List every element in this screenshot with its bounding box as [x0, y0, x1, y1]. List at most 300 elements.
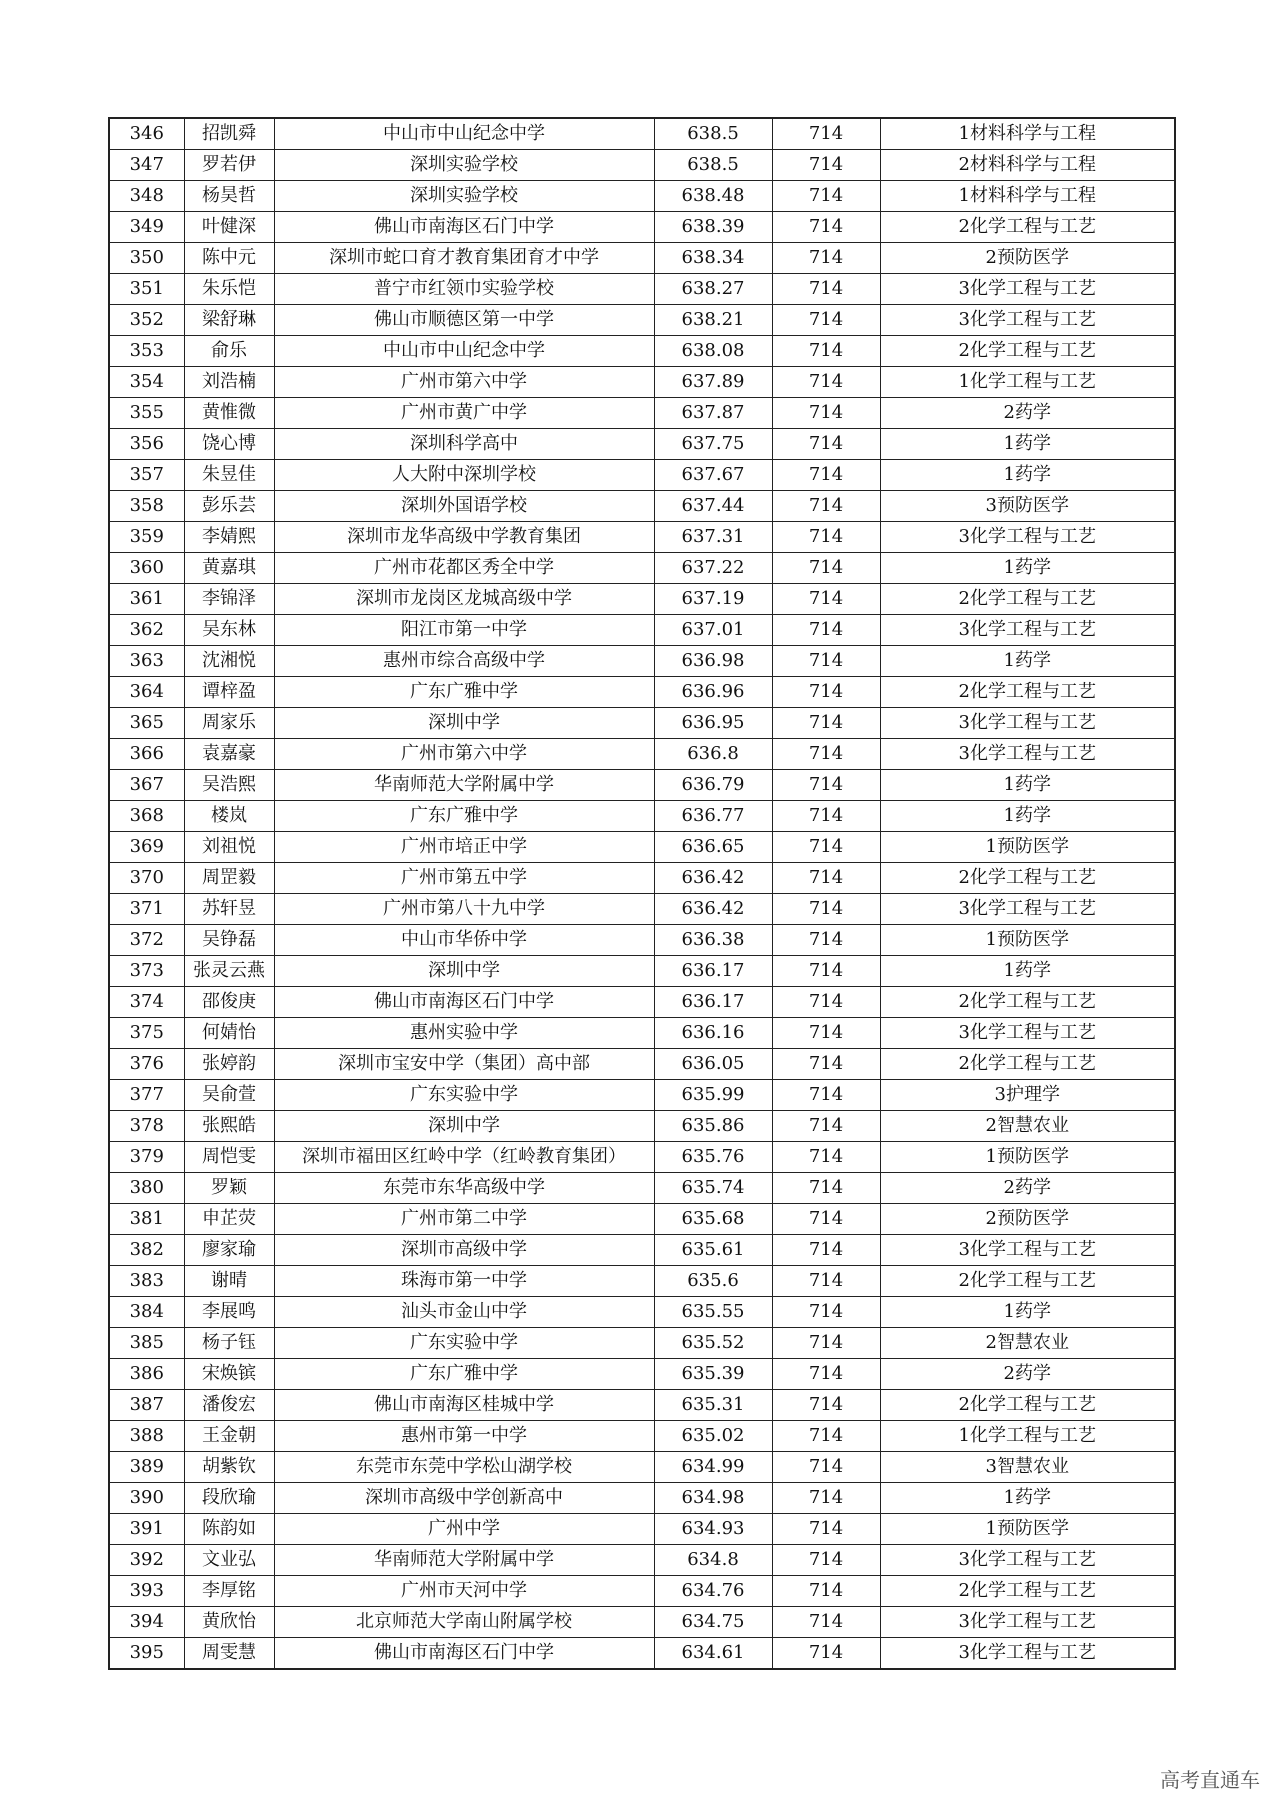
rank-cell: 391: [109, 1514, 184, 1545]
table-row: [109, 460, 1175, 491]
code-cell: 714: [772, 398, 880, 429]
rank-cell: 363: [109, 646, 184, 677]
code-cell: 714: [772, 1452, 880, 1483]
name-cell: 李锦泽: [184, 584, 274, 615]
score-cell: 636.98: [654, 646, 772, 677]
rank-cell: 394: [109, 1607, 184, 1638]
major-cell: 1药学: [880, 956, 1175, 987]
code-cell: 714: [772, 1359, 880, 1390]
school-cell: 北京师范大学南山附属学校: [274, 1607, 654, 1638]
name-cell: 潘俊宏: [184, 1390, 274, 1421]
rank-cell: 360: [109, 553, 184, 584]
rank-cell: 356: [109, 429, 184, 460]
table-row: [109, 1049, 1175, 1080]
code-cell: 714: [772, 1018, 880, 1049]
school-cell: 佛山市南海区石门中学: [274, 212, 654, 243]
score-cell: 638.08: [654, 336, 772, 367]
score-cell: 635.74: [654, 1173, 772, 1204]
rank-cell: 370: [109, 863, 184, 894]
name-cell: 袁嘉豪: [184, 739, 274, 770]
name-cell: 申芷荧: [184, 1204, 274, 1235]
table-row: [109, 150, 1175, 181]
rank-cell: 374: [109, 987, 184, 1018]
major-cell: 2智慧农业: [880, 1111, 1175, 1142]
school-cell: 佛山市南海区石门中学: [274, 987, 654, 1018]
major-cell: 2药学: [880, 398, 1175, 429]
code-cell: 714: [772, 584, 880, 615]
score-cell: 637.75: [654, 429, 772, 460]
major-cell: 2化学工程与工艺: [880, 1266, 1175, 1297]
score-cell: 637.01: [654, 615, 772, 646]
major-cell: 3化学工程与工艺: [880, 894, 1175, 925]
name-cell: 罗颖: [184, 1173, 274, 1204]
table-row: [109, 336, 1175, 367]
code-cell: 714: [772, 243, 880, 274]
code-cell: 714: [772, 708, 880, 739]
school-cell: 阳江市第一中学: [274, 615, 654, 646]
school-cell: 深圳市高级中学: [274, 1235, 654, 1266]
name-cell: 沈湘悦: [184, 646, 274, 677]
name-cell: 吴铮磊: [184, 925, 274, 956]
rank-cell: 388: [109, 1421, 184, 1452]
name-cell: 饶心博: [184, 429, 274, 460]
score-cell: 638.48: [654, 181, 772, 212]
rank-cell: 364: [109, 677, 184, 708]
code-cell: 714: [772, 1607, 880, 1638]
code-cell: 714: [772, 274, 880, 305]
school-cell: 中山市华侨中学: [274, 925, 654, 956]
score-cell: 635.76: [654, 1142, 772, 1173]
name-cell: 周罡毅: [184, 863, 274, 894]
rank-cell: 377: [109, 1080, 184, 1111]
code-cell: 714: [772, 801, 880, 832]
code-cell: 714: [772, 1111, 880, 1142]
school-cell: 深圳实验学校: [274, 181, 654, 212]
rank-cell: 350: [109, 243, 184, 274]
table-row: [109, 181, 1175, 212]
major-cell: 2化学工程与工艺: [880, 584, 1175, 615]
score-cell: 635.52: [654, 1328, 772, 1359]
code-cell: 714: [772, 832, 880, 863]
code-cell: 714: [772, 1080, 880, 1111]
table-body: [109, 118, 1175, 1669]
name-cell: 叶健深: [184, 212, 274, 243]
name-cell: 谢晴: [184, 1266, 274, 1297]
table-row: [109, 1483, 1175, 1514]
major-cell: 2化学工程与工艺: [880, 677, 1175, 708]
rank-cell: 369: [109, 832, 184, 863]
name-cell: 朱乐恺: [184, 274, 274, 305]
rank-cell: 359: [109, 522, 184, 553]
school-cell: 人大附中深圳学校: [274, 460, 654, 491]
table-row: [109, 367, 1175, 398]
score-cell: 636.79: [654, 770, 772, 801]
code-cell: 714: [772, 1545, 880, 1576]
table-row: [109, 1421, 1175, 1452]
name-cell: 陈韵如: [184, 1514, 274, 1545]
code-cell: 714: [772, 956, 880, 987]
table-row: [109, 305, 1175, 336]
score-cell: 638.5: [654, 150, 772, 181]
code-cell: 714: [772, 1049, 880, 1080]
score-cell: 636.42: [654, 894, 772, 925]
school-cell: 佛山市南海区桂城中学: [274, 1390, 654, 1421]
rank-cell: 393: [109, 1576, 184, 1607]
table-row: [109, 398, 1175, 429]
major-cell: 3化学工程与工艺: [880, 1545, 1175, 1576]
table-row: [109, 863, 1175, 894]
name-cell: 朱昱佳: [184, 460, 274, 491]
name-cell: 胡紫钦: [184, 1452, 274, 1483]
major-cell: 1化学工程与工艺: [880, 367, 1175, 398]
name-cell: 吴浩熙: [184, 770, 274, 801]
table-row: [109, 708, 1175, 739]
school-cell: 广州市第五中学: [274, 863, 654, 894]
school-cell: 广东实验中学: [274, 1080, 654, 1111]
score-cell: 636.05: [654, 1049, 772, 1080]
table-row: [109, 1545, 1175, 1576]
code-cell: 714: [772, 1235, 880, 1266]
rank-cell: 395: [109, 1638, 184, 1670]
score-cell: 637.89: [654, 367, 772, 398]
table-row: [109, 1142, 1175, 1173]
name-cell: 梁舒琳: [184, 305, 274, 336]
major-cell: 1药学: [880, 460, 1175, 491]
table-row: [109, 1452, 1175, 1483]
code-cell: 714: [772, 336, 880, 367]
school-cell: 深圳科学高中: [274, 429, 654, 460]
table-row: [109, 553, 1175, 584]
score-cell: 635.99: [654, 1080, 772, 1111]
name-cell: 刘祖悦: [184, 832, 274, 863]
table-row: [109, 1328, 1175, 1359]
code-cell: 714: [772, 1297, 880, 1328]
rank-cell: 346: [109, 118, 184, 150]
score-cell: 635.55: [654, 1297, 772, 1328]
major-cell: 1预防医学: [880, 1514, 1175, 1545]
name-cell: 王金朝: [184, 1421, 274, 1452]
name-cell: 宋焕镔: [184, 1359, 274, 1390]
school-cell: 深圳外国语学校: [274, 491, 654, 522]
major-cell: 3化学工程与工艺: [880, 1607, 1175, 1638]
major-cell: 2材料科学与工程: [880, 150, 1175, 181]
major-cell: 3预防医学: [880, 491, 1175, 522]
school-cell: 广州市黄广中学: [274, 398, 654, 429]
name-cell: 杨昊哲: [184, 181, 274, 212]
school-cell: 广州市第八十九中学: [274, 894, 654, 925]
major-cell: 3化学工程与工艺: [880, 274, 1175, 305]
table-row: [109, 1359, 1175, 1390]
major-cell: 1材料科学与工程: [880, 118, 1175, 150]
school-cell: 深圳市福田区红岭中学（红岭教育集团）: [274, 1142, 654, 1173]
major-cell: 1药学: [880, 801, 1175, 832]
table-row: [109, 987, 1175, 1018]
rank-cell: 386: [109, 1359, 184, 1390]
major-cell: 2化学工程与工艺: [880, 1049, 1175, 1080]
code-cell: 714: [772, 460, 880, 491]
code-cell: 714: [772, 894, 880, 925]
score-cell: 638.34: [654, 243, 772, 274]
code-cell: 714: [772, 1328, 880, 1359]
major-cell: 1药学: [880, 646, 1175, 677]
school-cell: 广州市第六中学: [274, 739, 654, 770]
rank-cell: 372: [109, 925, 184, 956]
code-cell: 714: [772, 491, 880, 522]
school-cell: 深圳市蛇口育才教育集团育才中学: [274, 243, 654, 274]
school-cell: 华南师范大学附属中学: [274, 770, 654, 801]
table-row: [109, 1514, 1175, 1545]
table-row: [109, 1204, 1175, 1235]
rank-cell: 351: [109, 274, 184, 305]
name-cell: 彭乐芸: [184, 491, 274, 522]
rank-cell: 375: [109, 1018, 184, 1049]
table-row: [109, 584, 1175, 615]
major-cell: 3化学工程与工艺: [880, 615, 1175, 646]
name-cell: 段欣瑜: [184, 1483, 274, 1514]
code-cell: 714: [772, 522, 880, 553]
table-row: [109, 1018, 1175, 1049]
school-cell: 东莞市东莞中学松山湖学校: [274, 1452, 654, 1483]
score-cell: 634.93: [654, 1514, 772, 1545]
table-row: [109, 212, 1175, 243]
name-cell: 杨子钰: [184, 1328, 274, 1359]
table-row: [109, 832, 1175, 863]
rank-cell: 379: [109, 1142, 184, 1173]
score-cell: 636.42: [654, 863, 772, 894]
score-cell: 638.39: [654, 212, 772, 243]
code-cell: 714: [772, 305, 880, 336]
school-cell: 惠州实验中学: [274, 1018, 654, 1049]
name-cell: 吴俞萱: [184, 1080, 274, 1111]
name-cell: 刘浩楠: [184, 367, 274, 398]
code-cell: 714: [772, 677, 880, 708]
table-row: [109, 1235, 1175, 1266]
table-row: [109, 1173, 1175, 1204]
name-cell: 黄惟微: [184, 398, 274, 429]
rank-cell: 353: [109, 336, 184, 367]
major-cell: 2药学: [880, 1173, 1175, 1204]
school-cell: 深圳市宝安中学（集团）高中部: [274, 1049, 654, 1080]
name-cell: 周雯慧: [184, 1638, 274, 1670]
major-cell: 3化学工程与工艺: [880, 522, 1175, 553]
school-cell: 广州市第二中学: [274, 1204, 654, 1235]
major-cell: 3化学工程与工艺: [880, 1018, 1175, 1049]
table-row: [109, 801, 1175, 832]
code-cell: 714: [772, 863, 880, 894]
table-row: [109, 118, 1175, 150]
name-cell: 邵俊庚: [184, 987, 274, 1018]
rank-cell: 349: [109, 212, 184, 243]
rank-cell: 382: [109, 1235, 184, 1266]
school-cell: 深圳中学: [274, 956, 654, 987]
school-cell: 广州市天河中学: [274, 1576, 654, 1607]
major-cell: 2智慧农业: [880, 1328, 1175, 1359]
table-row: [109, 243, 1175, 274]
table-row: [109, 429, 1175, 460]
major-cell: 3化学工程与工艺: [880, 708, 1175, 739]
rank-cell: 385: [109, 1328, 184, 1359]
score-cell: 638.21: [654, 305, 772, 336]
code-cell: 714: [772, 1514, 880, 1545]
name-cell: 谭梓盈: [184, 677, 274, 708]
rank-cell: 361: [109, 584, 184, 615]
score-cell: 635.6: [654, 1266, 772, 1297]
table-row: [109, 1297, 1175, 1328]
score-cell: 636.16: [654, 1018, 772, 1049]
table-row: [109, 739, 1175, 770]
table-row: [109, 1576, 1175, 1607]
major-cell: 1材料科学与工程: [880, 181, 1175, 212]
code-cell: 714: [772, 1266, 880, 1297]
name-cell: 张婷韵: [184, 1049, 274, 1080]
rank-cell: 357: [109, 460, 184, 491]
score-cell: 634.75: [654, 1607, 772, 1638]
major-cell: 3化学工程与工艺: [880, 1235, 1175, 1266]
code-cell: 714: [772, 1204, 880, 1235]
score-cell: 636.96: [654, 677, 772, 708]
watermark-text: 高考直通车: [1160, 1768, 1260, 1792]
major-cell: 3护理学: [880, 1080, 1175, 1111]
rank-cell: 371: [109, 894, 184, 925]
school-cell: 广东广雅中学: [274, 1359, 654, 1390]
school-cell: 深圳市龙华高级中学教育集团: [274, 522, 654, 553]
school-cell: 广州市培正中学: [274, 832, 654, 863]
rank-cell: 358: [109, 491, 184, 522]
name-cell: 何婧怡: [184, 1018, 274, 1049]
major-cell: 3智慧农业: [880, 1452, 1175, 1483]
name-cell: 李展鸣: [184, 1297, 274, 1328]
score-cell: 638.5: [654, 118, 772, 150]
major-cell: 1化学工程与工艺: [880, 1421, 1175, 1452]
name-cell: 黄嘉琪: [184, 553, 274, 584]
school-cell: 惠州市第一中学: [274, 1421, 654, 1452]
table-row: [109, 1390, 1175, 1421]
school-cell: 佛山市顺德区第一中学: [274, 305, 654, 336]
table-row: [109, 522, 1175, 553]
score-cell: 634.76: [654, 1576, 772, 1607]
rank-cell: 383: [109, 1266, 184, 1297]
score-cell: 635.39: [654, 1359, 772, 1390]
code-cell: 714: [772, 1173, 880, 1204]
rank-cell: 366: [109, 739, 184, 770]
table-row: [109, 1638, 1175, 1670]
school-cell: 广东广雅中学: [274, 801, 654, 832]
major-cell: 1药学: [880, 553, 1175, 584]
name-cell: 招凯舜: [184, 118, 274, 150]
name-cell: 廖家瑜: [184, 1235, 274, 1266]
code-cell: 714: [772, 181, 880, 212]
score-cell: 637.87: [654, 398, 772, 429]
table-row: [109, 1080, 1175, 1111]
rank-cell: 384: [109, 1297, 184, 1328]
rank-cell: 347: [109, 150, 184, 181]
table-row: [109, 1111, 1175, 1142]
school-cell: 佛山市南海区石门中学: [274, 1638, 654, 1670]
table-row: [109, 894, 1175, 925]
major-cell: 2化学工程与工艺: [880, 863, 1175, 894]
name-cell: 周恺雯: [184, 1142, 274, 1173]
name-cell: 陈中元: [184, 243, 274, 274]
code-cell: 714: [772, 1576, 880, 1607]
table-row: [109, 677, 1175, 708]
score-cell: 635.61: [654, 1235, 772, 1266]
score-cell: 635.31: [654, 1390, 772, 1421]
score-cell: 634.99: [654, 1452, 772, 1483]
score-cell: 634.61: [654, 1638, 772, 1670]
rank-cell: 389: [109, 1452, 184, 1483]
name-cell: 罗若伊: [184, 150, 274, 181]
name-cell: 黄欣怡: [184, 1607, 274, 1638]
code-cell: 714: [772, 1390, 880, 1421]
rank-cell: 362: [109, 615, 184, 646]
major-cell: 2预防医学: [880, 1204, 1175, 1235]
table-row: [109, 1607, 1175, 1638]
code-cell: 714: [772, 1483, 880, 1514]
code-cell: 714: [772, 118, 880, 150]
name-cell: 周家乐: [184, 708, 274, 739]
school-cell: 广州中学: [274, 1514, 654, 1545]
code-cell: 714: [772, 1638, 880, 1670]
score-cell: 636.65: [654, 832, 772, 863]
major-cell: 1药学: [880, 770, 1175, 801]
score-cell: 636.17: [654, 956, 772, 987]
rank-cell: 352: [109, 305, 184, 336]
school-cell: 深圳市龙岗区龙城高级中学: [274, 584, 654, 615]
rank-cell: 381: [109, 1204, 184, 1235]
score-cell: 636.8: [654, 739, 772, 770]
school-cell: 广州市花都区秀全中学: [274, 553, 654, 584]
school-cell: 惠州市综合高级中学: [274, 646, 654, 677]
school-cell: 深圳中学: [274, 1111, 654, 1142]
code-cell: 714: [772, 770, 880, 801]
table-row: [109, 274, 1175, 305]
rank-cell: 354: [109, 367, 184, 398]
score-cell: 637.67: [654, 460, 772, 491]
major-cell: 2化学工程与工艺: [880, 212, 1175, 243]
table-row: [109, 956, 1175, 987]
major-cell: 2化学工程与工艺: [880, 336, 1175, 367]
code-cell: 714: [772, 367, 880, 398]
major-cell: 1预防医学: [880, 1142, 1175, 1173]
code-cell: 714: [772, 212, 880, 243]
code-cell: 714: [772, 987, 880, 1018]
school-cell: 中山市中山纪念中学: [274, 336, 654, 367]
major-cell: 2化学工程与工艺: [880, 1576, 1175, 1607]
rank-cell: 367: [109, 770, 184, 801]
major-cell: 1药学: [880, 1297, 1175, 1328]
rank-cell: 378: [109, 1111, 184, 1142]
score-cell: 637.31: [654, 522, 772, 553]
rank-cell: 373: [109, 956, 184, 987]
school-cell: 普宁市红领巾实验学校: [274, 274, 654, 305]
code-cell: 714: [772, 429, 880, 460]
score-cell: 635.86: [654, 1111, 772, 1142]
school-cell: 深圳实验学校: [274, 150, 654, 181]
rank-cell: 380: [109, 1173, 184, 1204]
code-cell: 714: [772, 925, 880, 956]
score-cell: 636.17: [654, 987, 772, 1018]
table-row: [109, 615, 1175, 646]
name-cell: 张熙皓: [184, 1111, 274, 1142]
code-cell: 714: [772, 1142, 880, 1173]
school-cell: 广州市第六中学: [274, 367, 654, 398]
score-cell: 636.38: [654, 925, 772, 956]
major-cell: 3化学工程与工艺: [880, 1638, 1175, 1670]
rank-cell: 368: [109, 801, 184, 832]
school-cell: 深圳中学: [274, 708, 654, 739]
score-cell: 636.77: [654, 801, 772, 832]
score-cell: 635.02: [654, 1421, 772, 1452]
